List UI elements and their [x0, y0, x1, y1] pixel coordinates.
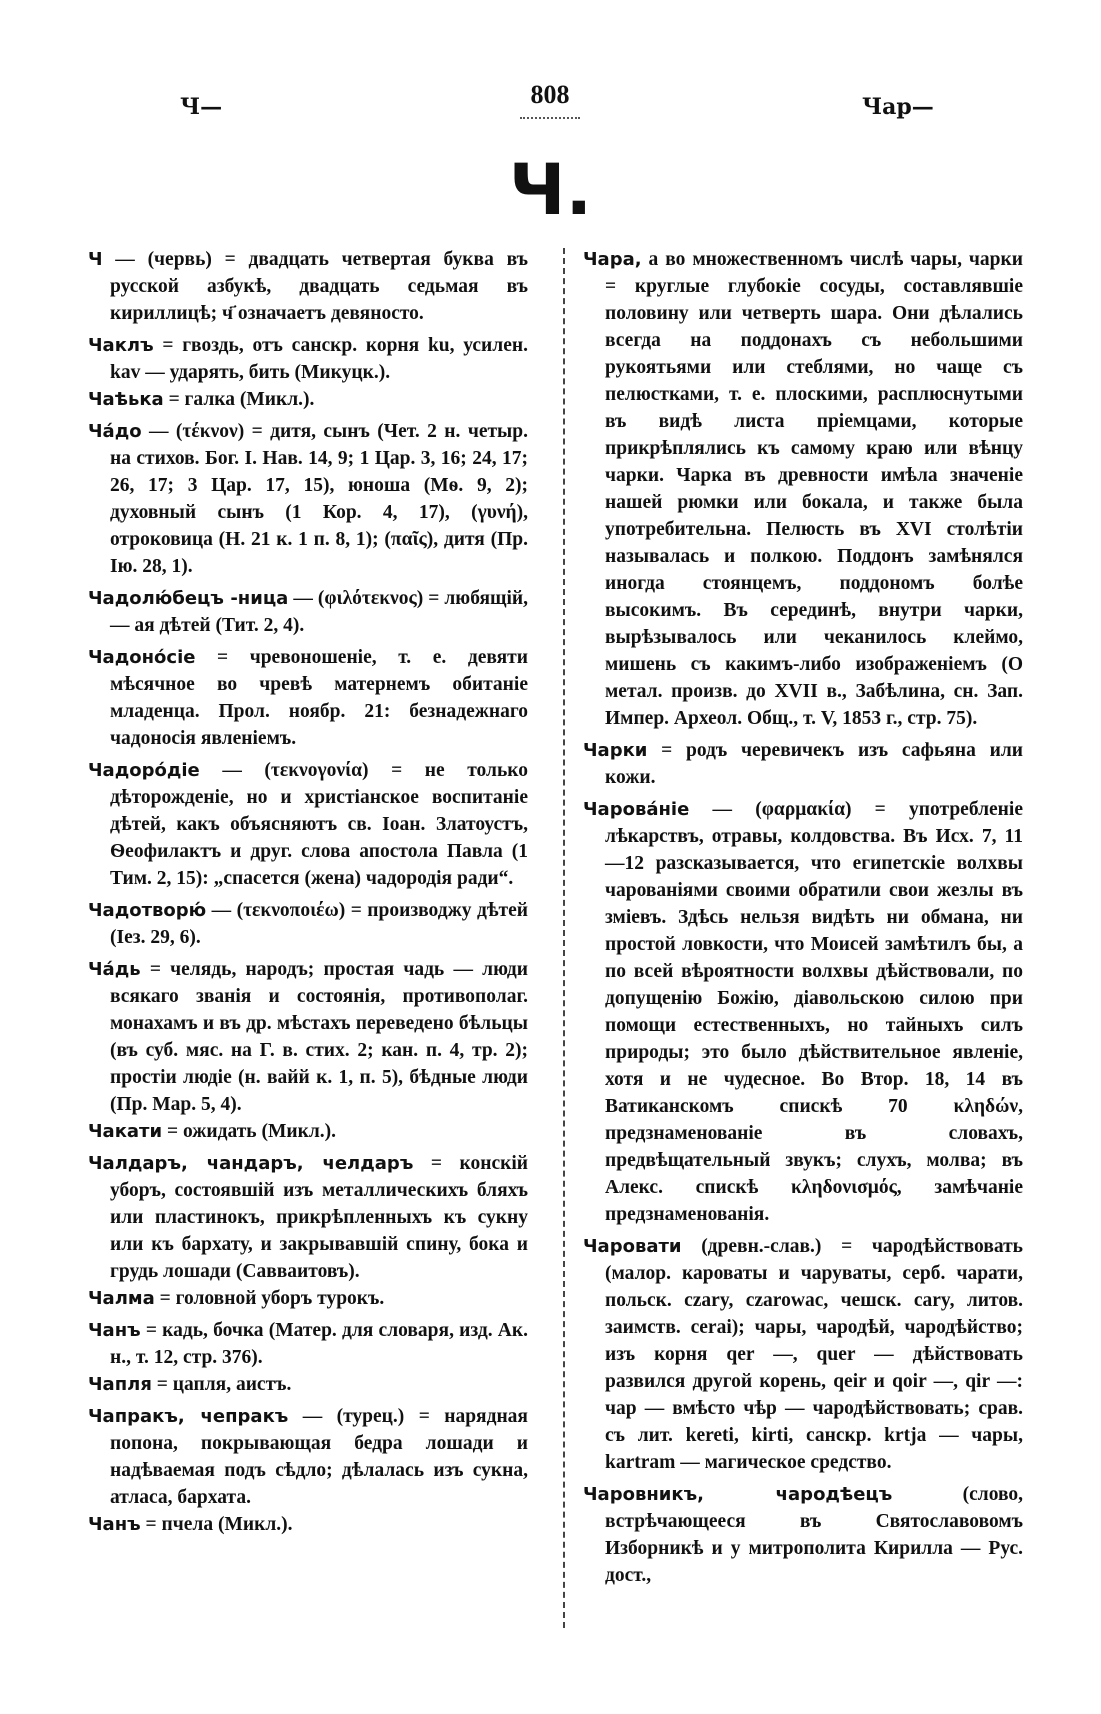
headword: Чарова́ніе — [583, 799, 690, 820]
headword: Чаровникъ, чародѣецъ — [583, 1484, 893, 1505]
definition: — (τέκνον) = дитя, сынъ (Чет. 2 н. четыр. на стихов. Бог. I. Нав. 14, 9; 1 Цар. 3, 16; 24, 17; 26, 17; 3 Цар. 17, 15), юноша (Мѳ. 9, 2); духовный сынъ (1 Кор. 4, 17), (γυνή), отроковица (Н. 21 к. 1 п. 8, 1); (παῖς), дитя (Пр. Ію. 28, 1). — [110, 421, 528, 577]
dictionary-entry — [88, 644, 528, 752]
definition: = чревоношеніе, т. е. девяти мѣсячное во чревѣ матернемъ обитаніе младенца. Прол. ноябр. 21: безнадежнаго чадоносія явленіемъ. — [110, 647, 528, 749]
headword: Чакати — [88, 1121, 163, 1142]
definition: = конскій уборъ, состоявшій изъ металлическихъ бляхъ или пластинокъ, прикрѣпленныхъ къ сукну или къ бархату, и закрывавшій спину, бока и грудь лошади (Савваитовъ). — [110, 1153, 528, 1282]
definition: — (турец.) = нарядная попона, покрывающая бедра лошади и надѣваемая подъ сѣдло; дѣлалась изъ сукна, атласа, бархата. — [110, 1406, 528, 1508]
dictionary-entry — [88, 246, 528, 327]
dictionary-entry — [88, 1150, 528, 1285]
headword: Чадолю́бецъ -ница — [88, 588, 289, 609]
dictionary-entry — [88, 1403, 528, 1511]
page-number: 808 — [530, 80, 570, 109]
column-divider — [563, 248, 565, 1628]
dictionary-entry — [88, 1511, 528, 1538]
definition: — (φιλότεκνος) = любящій, — ая дѣтей (Тит. 2, 4). — [110, 588, 529, 636]
definition: = кадь, бочка (Матер. для словаря, изд. Ак. н., т. 12, стр. 376). — [110, 1320, 528, 1368]
dictionary-entry — [583, 1233, 1023, 1476]
dictionary-entry — [583, 796, 1023, 1228]
headword: Чадотворю́ — [88, 900, 207, 921]
definition: — (τεκνοποιέω) = производжу дѣтей (Іез. 29, 6). — [110, 900, 528, 948]
definition: = ожидать (Микл.). — [162, 1121, 337, 1142]
dictionary-entry — [583, 737, 1023, 791]
headword: Чаклъ — [88, 335, 154, 356]
definition: = головной уборъ турокъ. — [154, 1288, 385, 1309]
headword: Чалма — [88, 1288, 155, 1309]
dictionary-entry — [88, 1285, 528, 1312]
dictionary-entry — [88, 956, 528, 1118]
definition: = галка (Микл.). — [163, 389, 315, 410]
headword: Чаѣька — [88, 389, 164, 410]
right-guide-word: Чар— — [862, 94, 934, 120]
headword: Чанъ — [88, 1514, 141, 1535]
dictionary-entry — [88, 757, 528, 892]
dictionary-entry — [88, 386, 528, 413]
definition: (древн.-слав.) = чародѣйствовать (малор. кароваты и чаруваты, серб. чарати, польск. czary, czarowac, чешск. cary, литов. заимств. cerai); чары, чародѣй, чародѣйство; изъ корня qer —, quer — дѣйствовать развился другой корень, qeir и qoir —, qir —: чар — вмѣсто чѣр — чародѣйствовать; срав. съ лит. kereti, kirti, санскр. krtja — чары, kartram — магическое средство. — [605, 1236, 1023, 1473]
definition: — (τεκνογονία) = не только дѣторожденіе, но и христіанское воспитаніе дѣтей, какъ объясняютъ св. Іоан. Златоустъ, Ѳеофилактъ и друг. слова апостола Павла (1 Тим. 2, 15): „спасется (жена) чадородія ради“. — [110, 760, 528, 889]
headword: Чапля — [88, 1374, 152, 1395]
left-column — [88, 246, 528, 1543]
definition: = гвоздь, отъ санскр. корня ku, усилен. kav — ударять, бить (Микуцк.). — [110, 335, 528, 383]
definition: = цапля, аистъ. — [151, 1374, 292, 1395]
dictionary-entry — [88, 1118, 528, 1145]
definition: — (φαρμακία) = употребленіе лѣкарствъ, отравы, колдовства. Въ Исх. 7, 11—12 разсказывается, что египетскіе волхвы чарованіями своими обратили свои жезлы въ зміевъ. Здѣсь нельзя видѣть ни обмана, ни простой ловкости, что Моисей замѣтилъ бы, а по всей вѣроятности волхвы дѣйствовали, по допущенію Божію, діавольскою силою при помощи естественныхъ, но тайныхъ силъ природы; это было дѣйствительное явленіе, хотя и не чудесное. Во Втор. 18, 14 въ Ватиканскомъ спискѣ 70 κληδών, предзнаменованіе въ словахъ, предвѣщательный звукъ; слухъ, молва; въ Алекс. спискѣ κληδονισμός, замѣчаніе предзнаменованія. — [605, 799, 1023, 1225]
headword: Чадоро́діе — [88, 760, 200, 781]
headword: Чанъ — [88, 1320, 141, 1341]
dictionary-entry — [88, 418, 528, 580]
headword: Ча́до — [88, 421, 142, 442]
left-guide-word: Ч— — [180, 94, 223, 120]
dictionary-entry — [583, 246, 1023, 732]
right-column — [583, 246, 1023, 1594]
definition: = пчела (Микл.). — [140, 1514, 293, 1535]
headword: Ча́дь — [88, 959, 141, 980]
dictionary-entry — [88, 585, 528, 639]
running-head — [0, 80, 1101, 130]
headword: Чарки — [583, 740, 648, 761]
section-letter: Ч. — [508, 149, 593, 231]
definition: = челядь, народъ; простая чадь — люди всякаго званія и состоянія, противополаг. монахамъ и въ др. мѣстахъ переведено бѣльцы (въ суб. мяс. на Г. в. стих. 2; кан. п. 4, тр. 2); простіи людіе (н. вайй к. 1, п. 5), бѣдные люди (Пр. Мар. 5, 4). — [110, 959, 528, 1115]
definition: а во множественномъ числѣ чары, чарки = круглые глубокіе сосуды, составлявшіе половину или четверть шара. Они дѣлались всегда на поддонахъ съ небольшими рукоятьями или стеблями, но чаще съ пелюстками, т. е. плоскими, расплюснутыми въ видѣ листа пріемцами, которые прикрѣплялись къ самому краю или вѣнцу чарки. Чарка въ древности имѣла значеніе нашей рюмки или бокала, и также была употребительна. Пелюсть въ XVI столѣтіи называлась и полкою. Поддонъ замѣнялся иногда стоянцемъ, поддономъ болѣе высокимъ. Въ серединѣ, внутри чарки, вырѣзывалось или чеканилось клеймо, мишень съ какимъ-либо изображеніемъ (О метал. произв. до XVII в., Забѣлина, сн. Зап. Импер. Археол. Общ., т. V, 1853 г., стр. 75). — [605, 249, 1023, 729]
headword: Ч — [88, 249, 103, 270]
dictionary-entry — [88, 1371, 528, 1398]
headword: Чалдаръ, чандаръ, челдаръ — [88, 1153, 414, 1174]
headword: Чара, — [583, 249, 642, 270]
dictionary-entry — [88, 897, 528, 951]
page-number-ornament — [520, 113, 580, 119]
headword: Чапракъ, чепракъ — [88, 1406, 289, 1427]
dictionary-entry — [583, 1481, 1023, 1589]
dictionary-entry — [88, 1317, 528, 1371]
definition: — (червь) = двадцать четвертая буква въ русской азбукѣ, двадцать седьмая въ кириллицѣ; ч҃ означаетъ девяносто. — [102, 249, 528, 324]
headword: Чадоно́сіе — [88, 647, 196, 668]
definition: = родъ черевичекъ изъ сафьяна или кожи. — [605, 740, 1023, 788]
dictionary-entry — [88, 332, 528, 386]
headword: Чаровати — [583, 1236, 682, 1257]
definition: (слово, встрѣчающееся въ Святославовомъ Изборникѣ и у митрополита Кирилла — Рус. дост., — [605, 1484, 1023, 1586]
